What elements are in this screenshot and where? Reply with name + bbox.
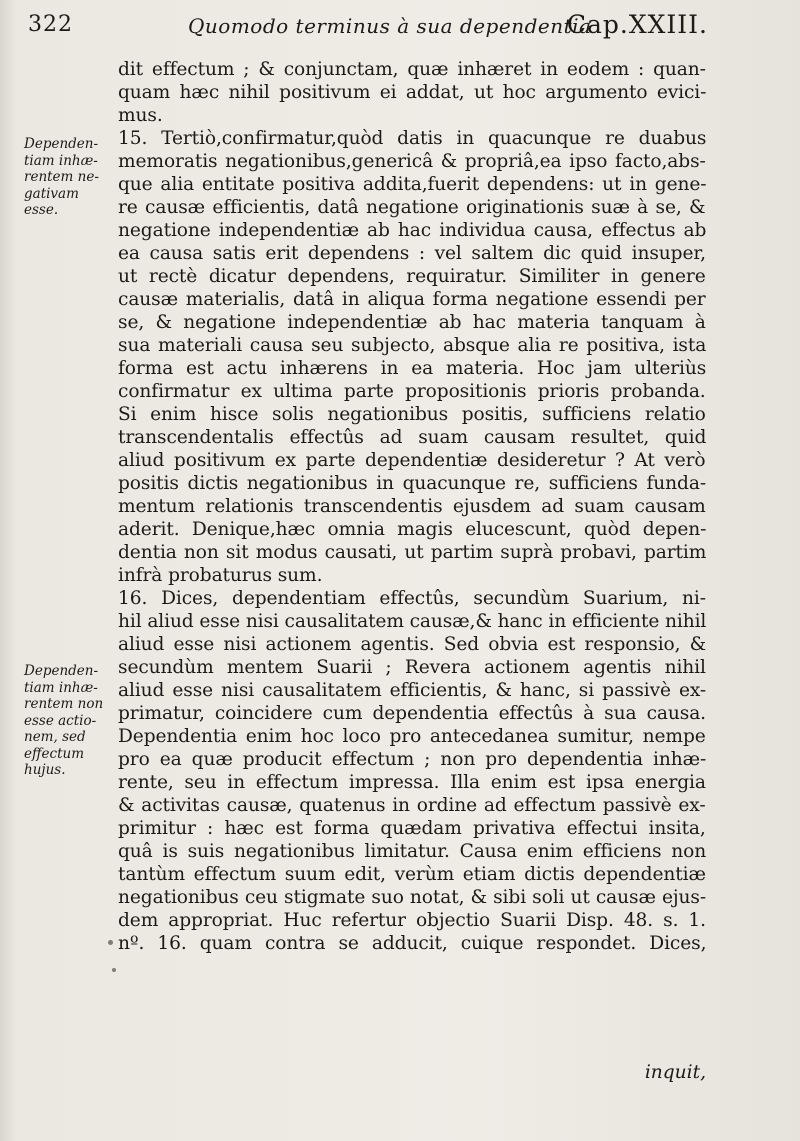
margin-note-line: gativam: [24, 185, 79, 202]
text-line: tantùm effectum suum edit, verùm etiam dictis dependentiæ: [118, 864, 706, 885]
text-line: mentum relationis transcendentis ejusdem ad suam causam: [118, 496, 706, 517]
margin-note-line: esse actio-: [24, 712, 97, 729]
margin-note-line: rentem non: [24, 696, 104, 712]
ink-spot: [108, 940, 113, 945]
text-line: memoratis negationibus,genericâ & propriâ,ea ipso facto,abs-: [118, 151, 706, 172]
text-line: confirmatur ex ultima parte propositionis prioris probanda.: [118, 381, 706, 402]
margin-note-line: Dependen-: [24, 663, 99, 679]
text-line: sua materiali causa seu subjecto, absque alia re positiva, ista: [118, 335, 707, 356]
text-line: Si enim hisce solis negationibus positis, sufficiens relatio: [118, 404, 706, 425]
margin-note-line: esse.: [24, 202, 59, 218]
text-line: 15. Tertiò,confirmatur,quòd datis in quacunque re duabus: [118, 128, 707, 149]
text-line: hil aliud esse nisi causalitatem causæ,& hanc in efficiente nihil: [118, 611, 707, 632]
ink-spot: [112, 968, 116, 972]
text-line: nº. 16. quam contra se adducit, cuique respondet. Dices,: [118, 933, 707, 954]
text-line: dentia non sit modus causati, ut partim suprà probavi, partim: [118, 542, 707, 563]
page-header: [28, 10, 708, 50]
margin-note-line: hujus.: [24, 762, 66, 778]
text-line: quâ is suis negationibus limitatur. Causa enim efficiens non: [118, 841, 707, 862]
text-line: mus.: [118, 105, 163, 126]
text-line: quam hæc nihil positivum ei addat, ut hoc argumento evici-: [118, 82, 707, 103]
text-line: rente, seu in effectum impressa. Illa enim est ipsa energia: [118, 772, 706, 793]
margin-note-line: effectum: [24, 745, 85, 762]
margin-note-2: [24, 663, 118, 779]
text-line: se, & negatione independentiæ ab hac materia tanquam à: [118, 312, 706, 333]
text-line: causæ materialis, datâ in aliqua forma negatione essendi per: [118, 289, 706, 310]
text-line: re causæ efficientis, datâ negatione originationis suæ à se, &: [118, 197, 706, 218]
text-line: aliud positivum ex parte dependentiæ desideretur ? At verò: [118, 450, 706, 471]
margin-note-line: tiam inhæ-: [24, 152, 98, 169]
chapter-label: Cap.XXIII.: [566, 10, 708, 39]
text-line: infrà probaturus sum.: [118, 565, 323, 586]
margin-note-line: nem, sed: [24, 729, 86, 745]
text-line: transcendentalis effectûs ad suam causam resultet, quid: [118, 427, 707, 448]
text-line: aliud esse nisi causalitatem efficientis, & hanc, si passivè ex-: [118, 680, 707, 701]
text-line: aderit. Denique,hæc omnia magis elucescunt, quòd depen-: [118, 519, 707, 540]
running-title: Quomodo terminus à sua dependentia: [188, 14, 592, 38]
text-line: negationibus ceu stigmate suo notat, & sibi soli ut causæ ejus-: [118, 887, 707, 908]
text-line: dit effectum ; & conjunctam, quæ inhæret in eodem : quan-: [118, 59, 706, 80]
text-line: forma est actu inhærens in ea materia. Hoc jam ulteriùs: [118, 358, 707, 379]
text-line: pro ea quæ producit effectum ; non pro dependentia inhæ-: [118, 749, 707, 770]
text-line: ea causa satis erit dependens : vel saltem dic quid insuper,: [118, 243, 706, 264]
margin-note-line: Dependen-: [24, 136, 99, 152]
page-number: 322: [28, 12, 73, 37]
text-line: primitur : hæc est forma quædam privativa effectui insita,: [118, 818, 706, 839]
text-line: dem appropriat. Huc refertur objectio Suarii Disp. 48. s. 1.: [118, 910, 706, 931]
text-line: ut rectè dicatur dependens, requiratur. Similiter in genere: [118, 266, 706, 287]
margin-note-line: rentem ne-: [24, 169, 99, 185]
text-line: Dependentia enim hoc loco pro antecedanea sumitur, nempe: [118, 726, 706, 747]
body-text: [118, 58, 706, 955]
text-line: primatur, coincidere cum dependentia effectûs à sua causa.: [118, 703, 706, 724]
text-line: 16. Dices, dependentiam effectûs, secundùm Suarium, ni-: [118, 588, 706, 609]
text-line: positis dictis negationibus in quacunque re, sufficiens funda-: [118, 473, 707, 494]
text-line: negatione independentiæ ab hac individua causa, effectus ab: [118, 220, 707, 241]
margin-note-1: [24, 136, 118, 219]
catchword: inquit,: [644, 1062, 706, 1083]
margin-note-line: tiam inhæ-: [24, 679, 98, 696]
text-line: secundùm mentem Suarii ; Revera actionem agentis nihil: [118, 657, 706, 678]
text-line: aliud esse nisi actionem agentis. Sed obvia est responsio, &: [118, 634, 707, 655]
text-line: que alia entitate positiva addita,fuerit dependens: ut in gene-: [118, 174, 707, 195]
text-line: & activitas causæ, quatenus in ordine ad effectum passivè ex-: [118, 795, 706, 816]
